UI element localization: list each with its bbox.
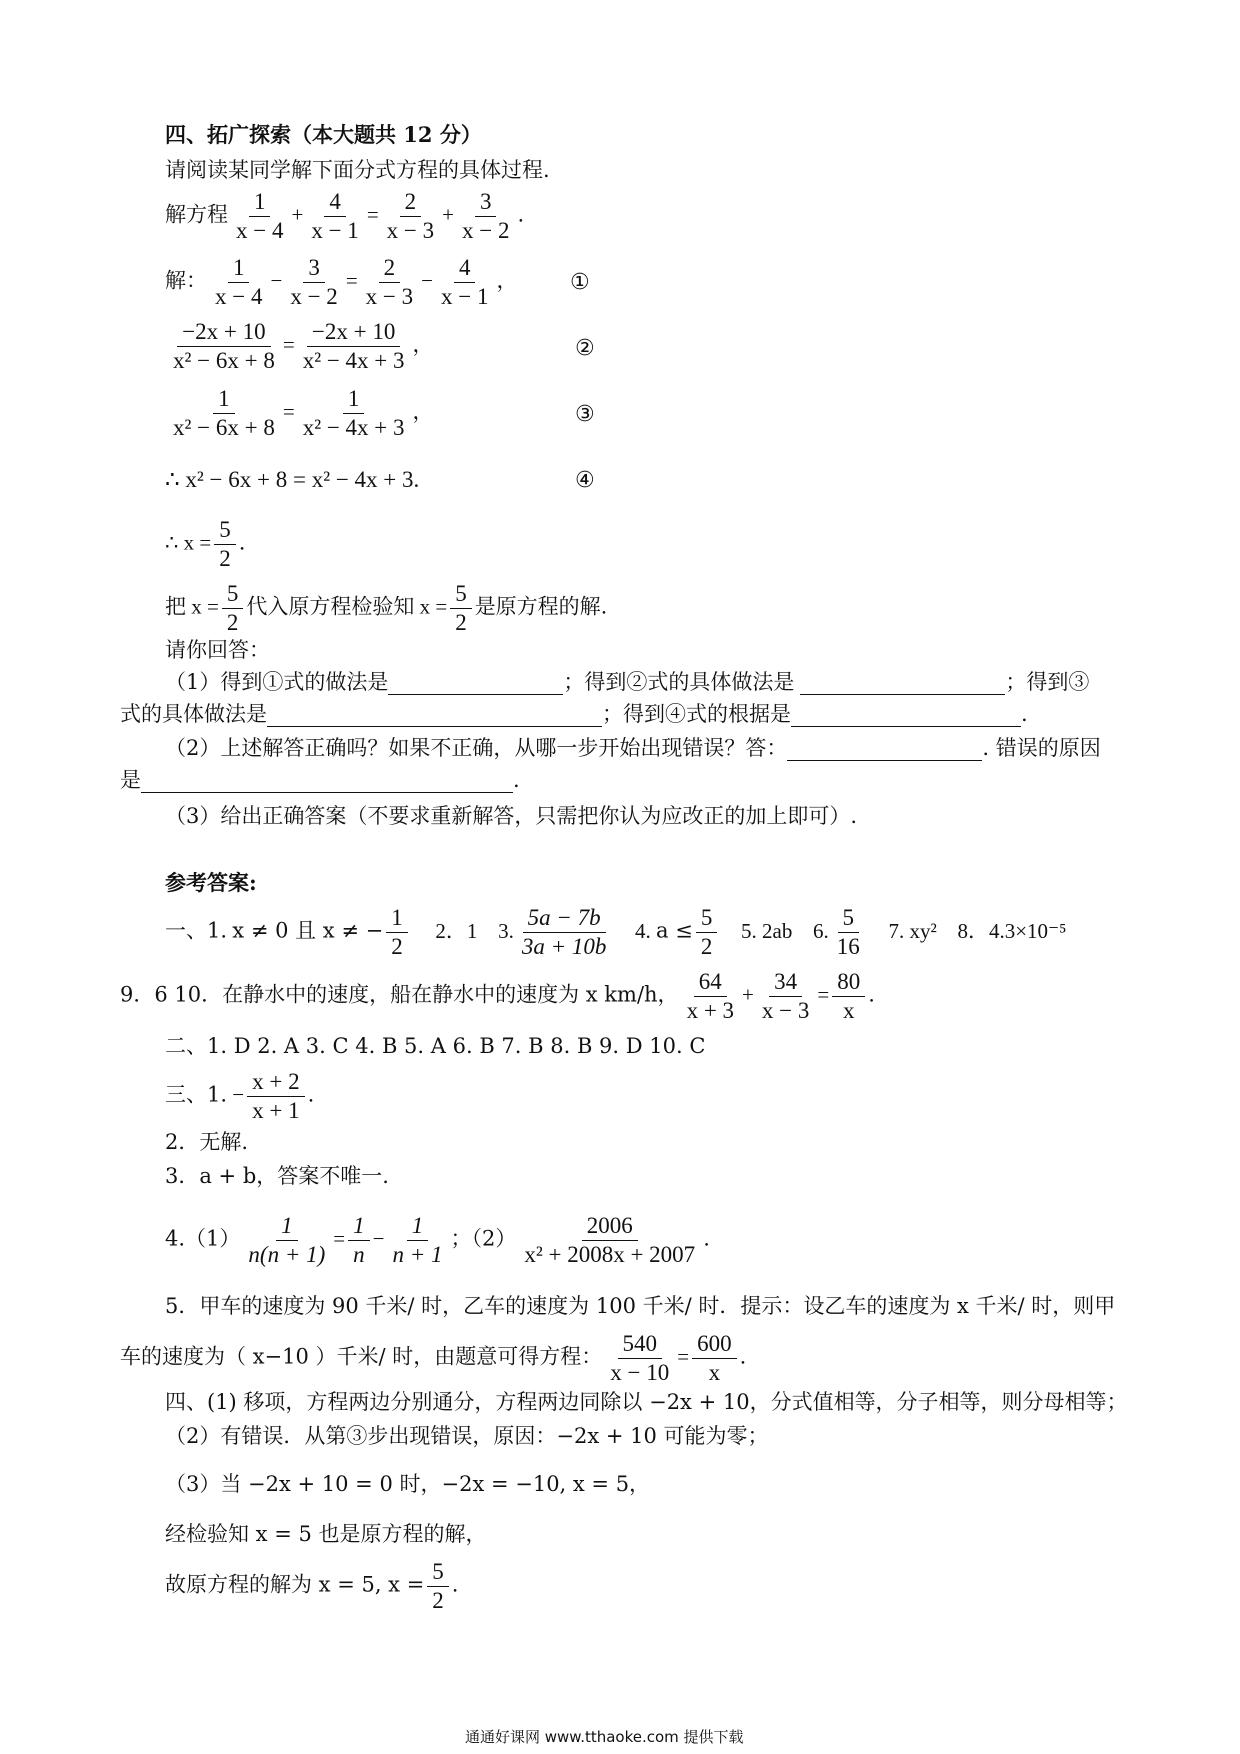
fraction: $\frac{3}{x - 2}$ <box>461 189 510 243</box>
fraction: $\frac{2006}{\text{x² + 2008x + 2007}}$ <box>524 1213 696 1267</box>
fraction: $\frac{4}{x - 1}$ <box>440 255 489 309</box>
fraction: $\frac{1}{n}$ <box>348 1212 370 1268</box>
question-2: （2）上述解答正确吗？如果不正确，从哪一步开始出现错误？答： . 错误的原因 <box>165 736 1101 760</box>
problem-equation: 解方程 $\frac{1}{x - 4}$ + $\frac{4}{x - 1}$ = $\frac{2}{x - 3}$ + $\frac{3}{x - 2}$ . <box>165 189 525 243</box>
answers-s3-5: 5．甲车的速度为 90 千米/ 时，乙车的速度为 100 千米/ 时．提示：设乙车的速度为 x 千米/ 时，则甲 <box>165 1294 1116 1318</box>
step-marker: ④ <box>575 468 595 493</box>
step-marker: ① <box>570 270 590 295</box>
fraction: $\frac{34}{x - 3}$ <box>761 969 810 1023</box>
step-3: $\frac{1}{\text{x² − 6x + 8}}$ = $\frac{1}{\text{x² − 4x + 3}}$ ， <box>165 385 434 441</box>
answers-s3-5-cont: 车的速度为（ x−10 ）千米/ 时，由题意可得方程： $\frac{540}{x - 10}$ = $\frac{600}{x}$ . <box>120 1331 747 1385</box>
answers-multiple-choice: 二、1. D 2. A 3. C 4. B 5. A 6. B 7. B 8. B 9. D 10. C <box>165 1034 706 1058</box>
fraction: $\frac{4}{x - 1}$ <box>311 189 359 243</box>
fraction: $\frac{2}{x - 3}$ <box>386 189 435 243</box>
fraction: $\frac{-2x + 10}{\text{x² − 6x + 8}}$ <box>173 319 275 373</box>
fraction: $\frac{1}{x - 4}$ <box>215 255 263 309</box>
ask-label: 请你回答： <box>165 638 270 662</box>
answers-s3-3: 3．a + b，答案不唯一. <box>165 1164 389 1188</box>
answers-s4-2: （2）有错误．从第③步出现错误，原因：−2x + 10 可能为零； <box>165 1424 769 1448</box>
answers-s4-3: （3）当 −2x + 10 = 0 时，−2x = −10, x = 5， <box>165 1472 651 1496</box>
answers-s3-1: 三、1. − $\frac{x + 2}{x + 1}$ . <box>165 1069 315 1123</box>
intro-text: 请阅读某同学解下面分式方程的具体过程. <box>165 158 550 182</box>
problem-label: 解方程 <box>165 202 228 227</box>
check-line: 把 x = $\frac{5}{2}$ 代入原方程检验知 x = $\frac{5}{2}$ 是原方程的解. <box>165 581 608 635</box>
fraction: $\frac{1}{\text{x² − 4x + 3}}$ <box>302 386 405 440</box>
question-3: （3）给出正确答案（不要求重新解答，只需把你认为应改正的加上即可）. <box>165 804 858 828</box>
answer-blank[interactable] <box>787 740 982 761</box>
answer-blank[interactable] <box>267 706 602 727</box>
fraction: $\frac{3}{x - 2}$ <box>290 255 338 309</box>
fraction: $\frac{600}{x}$ <box>692 1330 737 1386</box>
step-4: ∴ x² − 6x + 8 = x² − 4x + 3. <box>165 467 420 492</box>
fraction: $\frac{5}{16}$ <box>836 905 860 959</box>
fraction: $\frac{5}{2}$ <box>427 1558 449 1614</box>
answers-s4-1: 四、(1) 移项，方程两边分别通分，方程两边同除以 −2x + 10，分式值相等，分子相等，则分母相等； <box>165 1390 1128 1414</box>
fraction: $\frac{x + 2}{x + 1}$ <box>247 1068 304 1124</box>
answers-title: 参考答案: <box>165 870 257 895</box>
answers-s4-5: 故原方程的解为 x = 5, x = $\frac{5}{2}$ . <box>165 1559 459 1613</box>
answer-blank[interactable] <box>388 674 563 695</box>
fraction: $\frac{1}{2}$ <box>386 904 408 960</box>
answer-blank[interactable] <box>141 772 513 793</box>
step-1: 解： $\frac{1}{x - 4}$ − $\frac{3}{x - 2}$ = $\frac{2}{x - 3}$ − $\frac{4}{x - 1}$ ， <box>165 255 518 309</box>
fraction: $\frac{1}{x - 4}$ <box>236 189 284 243</box>
answers-line-1: 一、1. x ≠ 0 且 x ≠ − $\frac{1}{2}$ 2．1 3. $\frac{5a - 7b}{3a + 10b}$ 4. a ≤ $\frac{5}{2}$ 5. 2ab 6. $\frac{5}{16}$ 7. xy² 8．4.3×10⁻⁵ <box>165 905 1067 959</box>
fraction: $\frac{64}{x + 3}$ <box>686 969 735 1023</box>
answers-line-2: 9．6 10．在静水中的速度，船在静水中的速度为 x km/h， $\frac{64}{x + 3}$ + $\frac{34}{x - 3}$ = $\frac{80}{x}$ . <box>120 969 875 1023</box>
step-marker: ② <box>575 336 595 361</box>
answers-s3-2: 2．无解. <box>165 1130 249 1154</box>
answers-s3-4: 4.（1） $\frac{1}{n(n + 1)}$ = $\frac{1}{n}$ − $\frac{1}{n + 1}$ ；（2） $\frac{2006}{\text{x² + 2008x + 2007}}$ . <box>165 1213 710 1267</box>
fraction: $\frac{-2x + 10}{\text{x² − 4x + 3}}$ <box>302 319 405 373</box>
fraction: $\frac{5}{2}$ <box>214 516 236 572</box>
fraction: $\frac{5}{2}$ <box>696 904 718 960</box>
section-title: 四、拓广探索（本大题共 12 分） <box>165 122 482 147</box>
fraction: $\frac{1}{n + 1}$ <box>392 1213 443 1267</box>
step-result: ∴ x = $\frac{5}{2}$ . <box>165 517 246 571</box>
fraction: $\frac{2}{x - 3}$ <box>365 255 414 309</box>
footer-credit: 通通好课网 www.tthaoke.com 提供下载 <box>465 1728 744 1746</box>
step-marker: ③ <box>575 402 595 427</box>
fraction: $\frac{80}{x}$ <box>832 968 865 1024</box>
answers-s4-4: 经检验知 x = 5 也是原方程的解， <box>165 1522 487 1546</box>
question-1-cont: 式的具体做法是 ；得到④式的根据是 . <box>120 702 1028 726</box>
fraction: $\frac{1}{\text{x² − 6x + 8}}$ <box>173 386 275 440</box>
answer-blank[interactable] <box>791 706 1021 727</box>
fraction: $\frac{5}{2}$ <box>222 580 244 636</box>
fraction: $\frac{5a - 7b}{3a + 10b}$ <box>521 905 607 959</box>
fraction: $\frac{540}{x - 10}$ <box>610 1331 670 1385</box>
fraction: $\frac{1}{n(n + 1)}$ <box>248 1213 326 1267</box>
answer-blank[interactable] <box>800 674 1005 695</box>
question-1: （1）得到①式的做法是 ；得到②式的具体做法是 ；得到③ <box>165 670 1090 694</box>
fraction: $\frac{5}{2}$ <box>450 580 472 636</box>
step-2: $\frac{-2x + 10}{\text{x² − 6x + 8}}$ = $\frac{-2x + 10}{\text{x² − 4x + 3}}$ ， <box>165 318 434 374</box>
question-2-cont: 是 . <box>120 768 520 792</box>
